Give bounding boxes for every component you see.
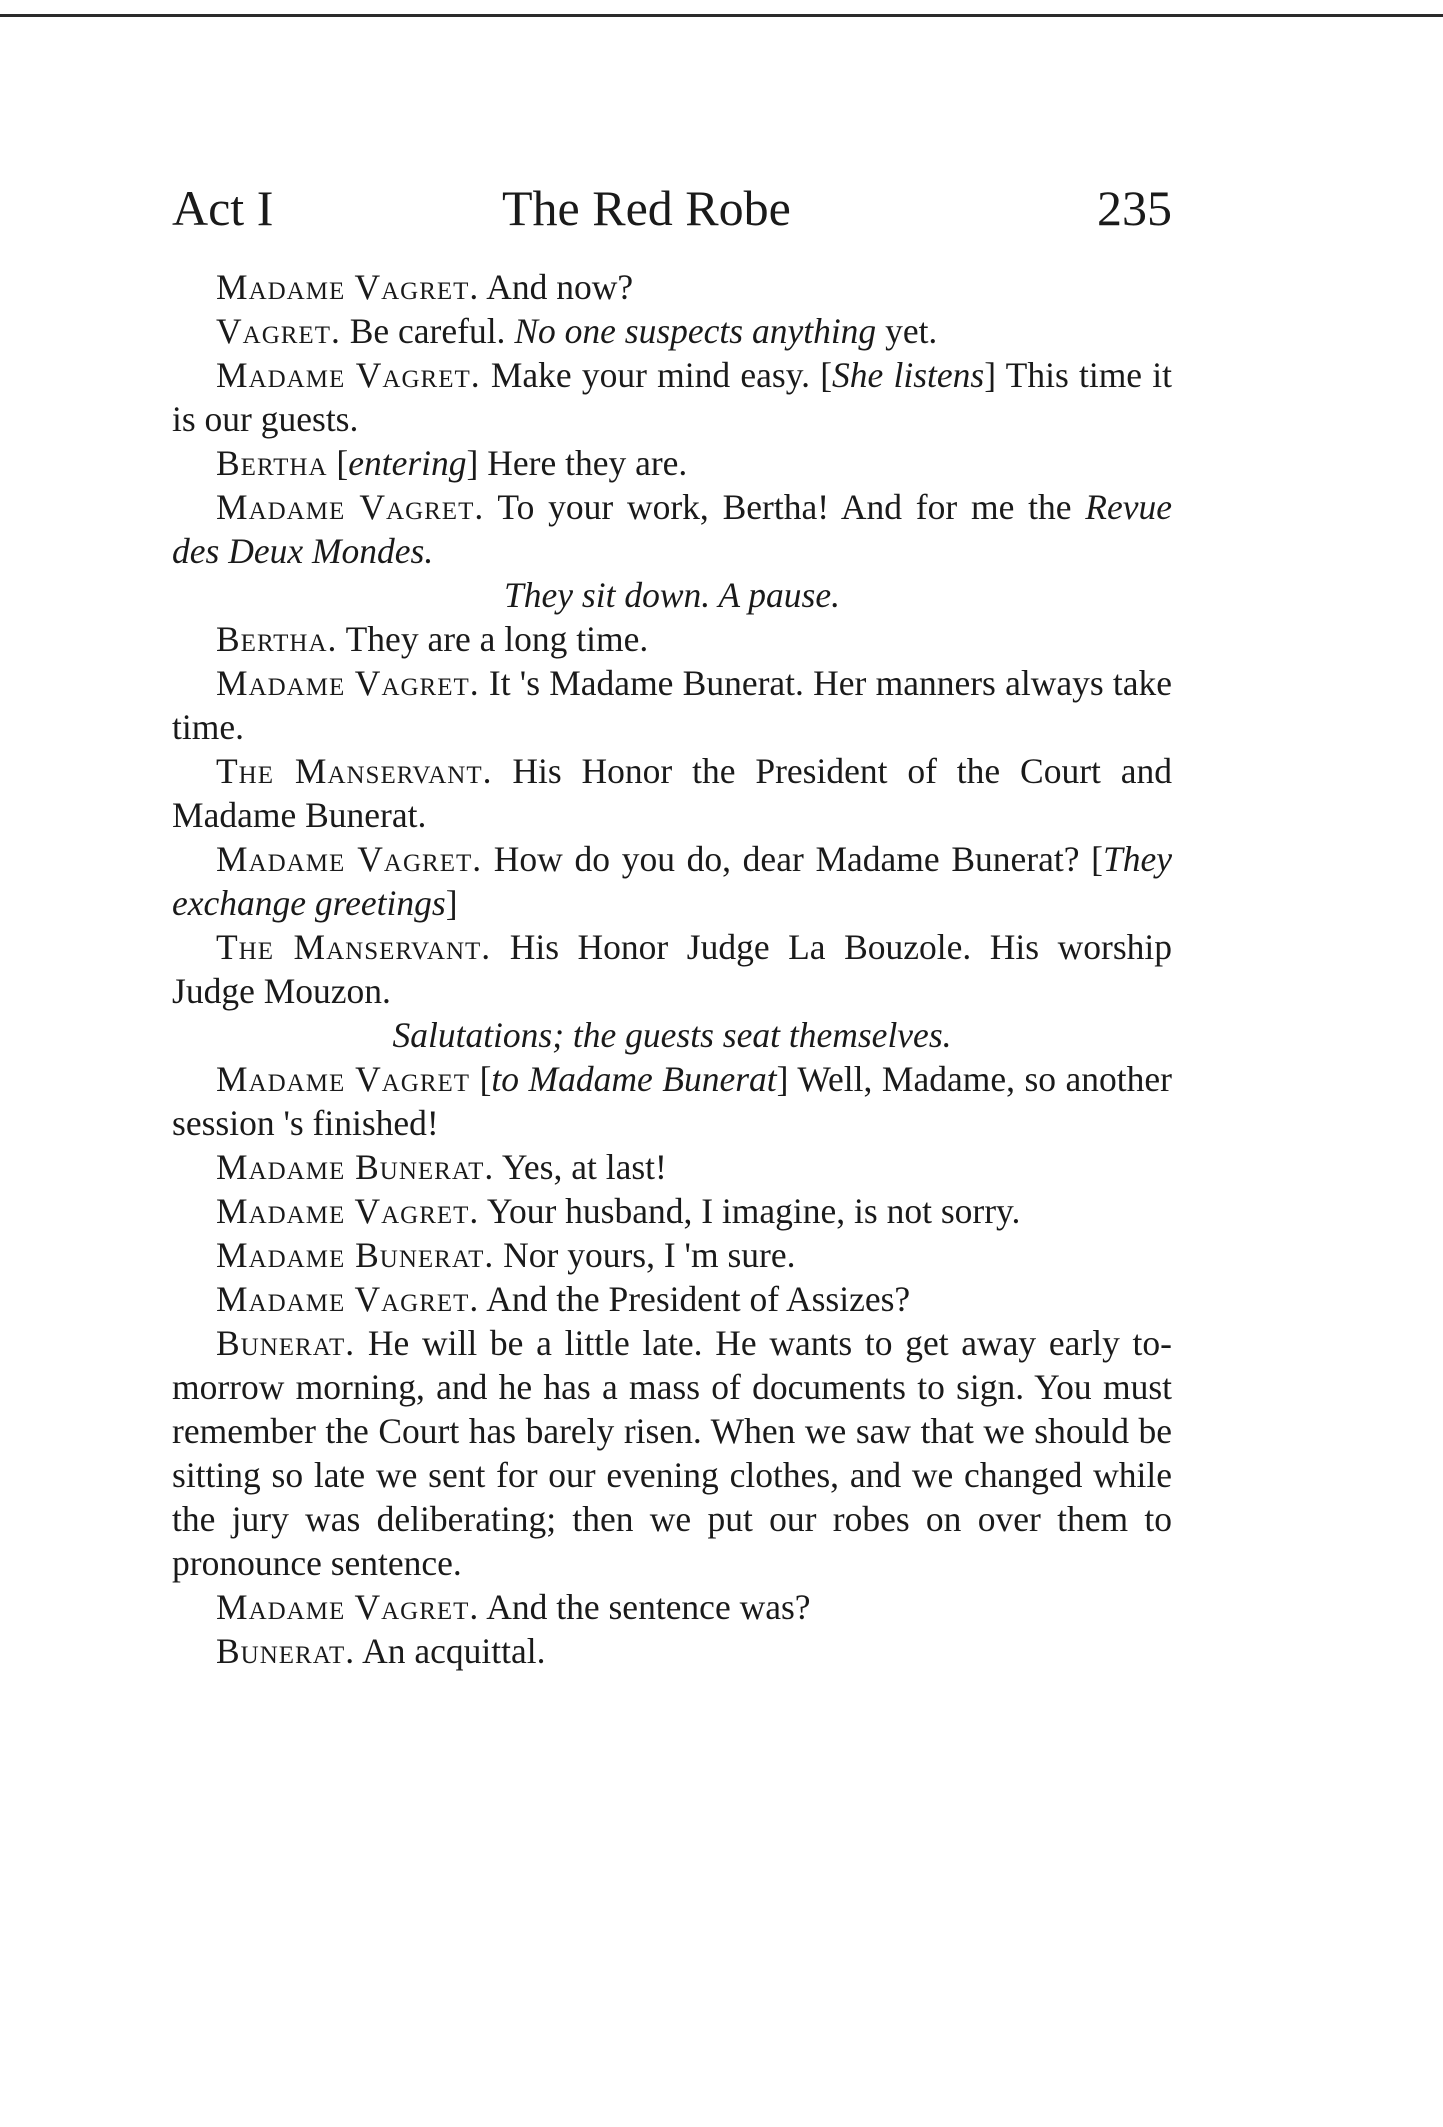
speech-text: Nor yours, I 'm sure. <box>503 1235 796 1275</box>
speech-text: To your work, Bertha! And for me the <box>497 487 1072 527</box>
speaker-name: Madame Vagret. <box>216 267 480 307</box>
speaker-name: Madame Vagret. <box>216 1587 480 1627</box>
speech-line <box>172 1321 1172 1585</box>
speaker-name: Madame Vagret. <box>216 1279 480 1319</box>
speech-text: How do you do, dear Madame Bunerat? [ <box>493 839 1103 879</box>
speech-text: An acquittal. <box>362 1631 546 1671</box>
speech-text: And now? <box>486 267 634 307</box>
speaker-name: Madame Vagret. <box>216 355 481 395</box>
stage-direction: They exchange greetings <box>172 839 1172 923</box>
speaker-name: Bunerat. <box>216 1631 356 1671</box>
bracket: [ <box>336 443 349 483</box>
speaker-name: Madame Vagret. <box>216 1191 480 1231</box>
speech-line <box>172 661 1172 749</box>
speaker-name: Madame Bunerat. <box>216 1147 495 1187</box>
speaker-name: Madame Vagret. <box>216 487 485 527</box>
speech-line <box>172 1189 1172 1233</box>
speech-line <box>172 1145 1172 1189</box>
speaker-name: Madame Vagret <box>216 1059 471 1099</box>
speech-text: It 's Madame Bunerat. Her manners always take time. <box>172 663 1172 747</box>
stage-direction: entering <box>348 443 467 483</box>
speech-line <box>172 749 1172 837</box>
speech-text: His Honor Judge La Bouzole. His worship Judge Mouzon. <box>172 927 1173 1011</box>
speech-line <box>172 353 1172 441</box>
speech-line <box>172 1233 1172 1277</box>
speech-text: And the sentence was? <box>486 1587 811 1627</box>
speech-line <box>172 617 1172 661</box>
speech-text: They are a long time. <box>345 619 649 659</box>
speech-text: Here they are. <box>487 443 688 483</box>
speaker-name: Bertha. <box>216 619 338 659</box>
speech-text: And the President of Assizes? <box>486 1279 911 1319</box>
bracket: ] <box>776 1059 789 1099</box>
speech-line <box>172 441 1172 485</box>
speech-line <box>172 1585 1172 1629</box>
speech-line <box>172 925 1172 1013</box>
page-body <box>172 265 1172 1673</box>
speaker-name: Bunerat. <box>216 1323 356 1363</box>
page-title: The Red Robe <box>502 180 791 236</box>
speaker-name: The Manservant. <box>216 927 492 967</box>
speaker-name: Madame Bunerat. <box>216 1235 495 1275</box>
speech-line <box>172 1057 1172 1145</box>
speech-text: Make your mind easy. [ <box>490 355 833 395</box>
speaker-name: Vagret. <box>216 311 341 351</box>
stage-direction: She listens <box>832 355 985 395</box>
speech-text: ] This time it is our guests. <box>172 355 1172 439</box>
speech-line <box>172 485 1172 573</box>
page-number: 235 <box>1097 180 1172 236</box>
speech-line <box>172 1277 1172 1321</box>
speaker-name: Madame Vagret. <box>216 839 483 879</box>
speech-text: He will be a little late. He wants to get away early to-morrow morning, and he has a mass of documents to sign. You must remember the Court has barely risen. When we saw that we should be sitting so late we sent for our evening clothes, and we changed while the jury was deliberating; then we put our robes on over them to pronounce sentence. <box>172 1323 1172 1583</box>
speaker-name: The Manservant. <box>216 751 493 791</box>
stage-direction: to Madame Bunerat <box>491 1059 777 1099</box>
stage-direction-line: They sit down. A pause. <box>504 575 840 615</box>
speech-text: Your husband, I imagine, is not sorry. <box>486 1191 1021 1231</box>
speaker-name: Bertha <box>216 443 328 483</box>
running-header <box>172 178 1172 238</box>
speech-line <box>172 1629 1172 1673</box>
speech-text: yet. <box>885 311 938 351</box>
speech-text: Yes, at last! <box>501 1147 667 1187</box>
speech-text: Be careful. <box>349 311 506 351</box>
act-label: Act I <box>172 180 274 236</box>
speaker-name: Madame Vagret. <box>216 663 480 703</box>
speech-line <box>172 837 1172 925</box>
top-rule <box>0 14 1443 17</box>
bracket: [ <box>479 1059 492 1099</box>
speech-line <box>172 265 1172 309</box>
speech-text: ] <box>445 883 458 923</box>
speech-text: Well, Madame, so another session 's finished! <box>172 1059 1172 1143</box>
stage-direction-line: Salutations; the guests seat themselves. <box>392 1015 952 1055</box>
speech-text: His Honor the President of the Court and Madame Bunerat. <box>172 751 1172 835</box>
bracket: ] <box>466 443 479 483</box>
journal-title: Revue des Deux Mondes. <box>172 487 1173 571</box>
speech-line <box>172 309 1172 353</box>
speech-text-italic: No one suspects anything <box>514 311 877 351</box>
